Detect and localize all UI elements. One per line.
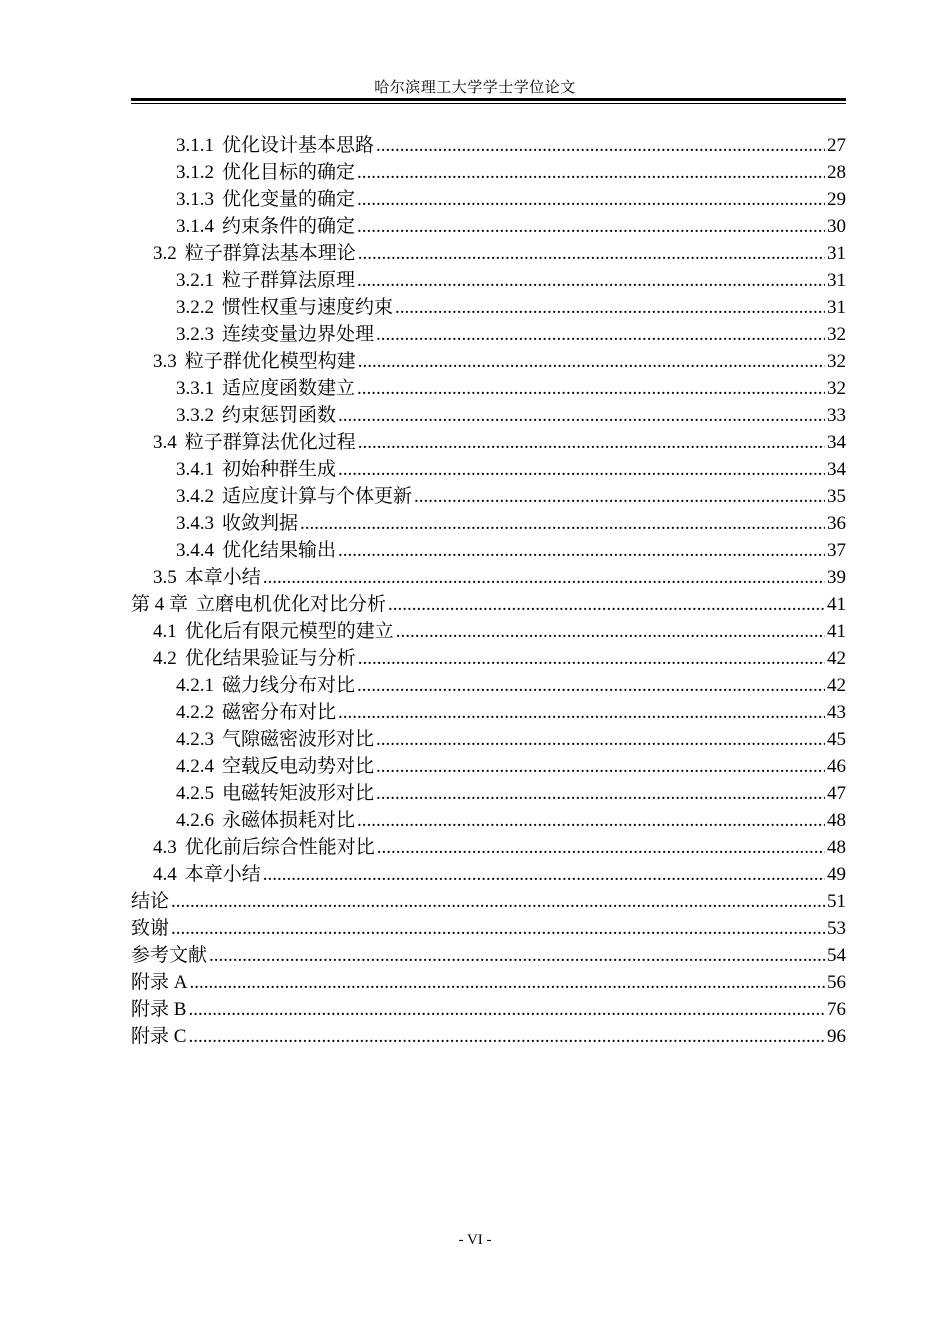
toc-entry-page: 48 [827, 810, 846, 831]
toc-entry-number: 3.4.4 [176, 540, 214, 561]
toc-entry-page: 33 [827, 405, 846, 426]
toc-entry-page: 36 [827, 513, 846, 534]
toc-entry-title: 永磁体损耗对比 [222, 810, 356, 831]
toc-entry[interactable] [131, 429, 846, 456]
toc-entry-page: 53 [827, 918, 846, 939]
toc-entry-number: 4.2.4 [176, 756, 214, 777]
toc-dot-leader [396, 618, 825, 645]
toc-dot-leader [263, 861, 825, 888]
toc-entry[interactable] [131, 564, 846, 591]
toc-entry-page: 39 [827, 567, 846, 588]
toc-entry-page: 34 [827, 432, 846, 453]
toc-entry-number: 4.4 [153, 864, 177, 885]
toc-dot-leader [338, 537, 825, 564]
toc-entry[interactable] [131, 753, 846, 780]
toc-entry-number: 3.2.1 [176, 270, 214, 291]
toc-entry-title: 约束惩罚函数 [222, 405, 337, 426]
toc-dot-leader [263, 564, 825, 591]
toc-entry-page: 49 [827, 864, 846, 885]
toc-dot-leader [209, 942, 825, 969]
toc-entry[interactable] [131, 591, 846, 618]
toc-entry[interactable] [131, 915, 846, 942]
toc-entry-title: 结论 [131, 891, 170, 912]
toc-entry-number: 3.5 [153, 567, 177, 588]
toc-entry-page: 56 [827, 972, 846, 993]
toc-entry[interactable] [131, 726, 846, 753]
toc-dot-leader [376, 321, 825, 348]
toc-entry-page: 35 [827, 486, 846, 507]
toc-entry-page: 42 [827, 648, 846, 669]
toc-entry-number: 3.2.3 [176, 324, 214, 345]
toc-entry-page: 51 [827, 891, 846, 912]
toc-entry-title: 粒子群算法基本理论 [184, 243, 356, 264]
page-header-title: 哈尔滨理工大学学士学位论文 [374, 80, 576, 96]
toc-entry-title: 优化设计基本思路 [222, 135, 375, 156]
toc-entry-title: 连续变量边界处理 [222, 324, 375, 345]
toc-entry[interactable] [131, 645, 846, 672]
toc-entry-number: 4.3 [153, 837, 177, 858]
toc-entry[interactable] [131, 159, 846, 186]
toc-entry[interactable] [131, 402, 846, 429]
toc-entry-title: 粒子群算法原理 [222, 270, 356, 291]
toc-entry[interactable] [131, 294, 846, 321]
toc-entry-page: 46 [827, 756, 846, 777]
toc-dot-leader [376, 726, 825, 753]
toc-entry-page: 27 [827, 135, 846, 156]
toc-dot-leader [171, 888, 825, 915]
toc-entry-title: 收敛判据 [222, 513, 299, 534]
toc-entry-title: 优化变量的确定 [222, 189, 356, 210]
toc-entry[interactable] [131, 1023, 846, 1050]
toc-entry-page: 45 [827, 729, 846, 750]
toc-entry[interactable] [131, 888, 846, 915]
toc-entry-number: 3.1.1 [176, 135, 214, 156]
toc-entry-page: 34 [827, 459, 846, 480]
toc-entry-number: 第 4 章 [131, 594, 189, 615]
toc-entry[interactable] [131, 267, 846, 294]
toc-entry-page: 41 [827, 621, 846, 642]
toc-dot-leader [358, 645, 825, 672]
toc-entry-number: 4.2.3 [176, 729, 214, 750]
toc-entry-number: 4.2.2 [176, 702, 214, 723]
toc-entry-title: 气隙磁密波形对比 [222, 729, 375, 750]
toc-entry-number: 4.2.5 [176, 783, 214, 804]
toc-entry-title: 磁密分布对比 [222, 702, 337, 723]
toc-dot-leader [300, 510, 825, 537]
toc-entry[interactable] [131, 213, 846, 240]
toc-dot-leader [189, 969, 825, 996]
toc-entry-number: 3.2 [153, 243, 177, 264]
toc-entry-number: 3.4 [153, 432, 177, 453]
toc-entry-title: 粒子群算法优化过程 [184, 432, 356, 453]
toc-entry-page: 42 [827, 675, 846, 696]
toc-entry-page: 41 [827, 594, 846, 615]
toc-entry-page: 32 [827, 351, 846, 372]
toc-dot-leader [388, 591, 825, 618]
toc-entry-number: 3.1.4 [176, 216, 214, 237]
toc-entry[interactable] [131, 132, 846, 159]
toc-dot-leader [338, 699, 825, 726]
toc-dot-leader [376, 780, 825, 807]
toc-entry-title: 本章小结 [184, 864, 261, 885]
toc-entry-title: 初始种群生成 [222, 459, 337, 480]
header-rule-thick [131, 98, 846, 101]
toc-entry-number: 3.4.2 [176, 486, 214, 507]
toc-entry-number: 3.1.2 [176, 162, 214, 183]
toc-entry-page: 47 [827, 783, 846, 804]
toc-entry-number: 3.1.3 [176, 189, 214, 210]
toc-entry-title: 约束条件的确定 [222, 216, 356, 237]
toc-entry-page: 32 [827, 378, 846, 399]
toc-entry-page: 37 [827, 540, 846, 561]
toc-entry-title: 优化目标的确定 [222, 162, 356, 183]
toc-dot-leader [358, 240, 825, 267]
toc-entry-page: 76 [827, 999, 846, 1020]
toc-entry[interactable] [131, 807, 846, 834]
toc-entry-title: 电磁转矩波形对比 [222, 783, 375, 804]
toc-dot-leader [338, 456, 825, 483]
toc-entry-title: 本章小结 [184, 567, 261, 588]
toc-dot-leader [357, 186, 825, 213]
toc-dot-leader [357, 213, 825, 240]
toc-entry-title: 附录 B [131, 999, 187, 1020]
toc-entry-title: 附录 A [131, 972, 188, 993]
toc-entry-title: 磁力线分布对比 [222, 675, 356, 696]
toc-entry[interactable] [131, 321, 846, 348]
toc-entry[interactable] [131, 510, 846, 537]
toc-dot-leader [414, 483, 825, 510]
toc-dot-leader [376, 753, 825, 780]
toc-entry-title: 空载反电动势对比 [222, 756, 375, 777]
toc-entry-title: 附录 C [131, 1026, 187, 1047]
toc-entry-title: 粒子群优化模型构建 [184, 351, 356, 372]
toc-entry-page: 31 [827, 243, 846, 264]
toc-entry-title: 适应度函数建立 [222, 378, 356, 399]
toc-entry[interactable] [131, 186, 846, 213]
toc-entry[interactable] [131, 456, 846, 483]
toc-entry-title: 致谢 [131, 918, 170, 939]
toc-entry[interactable] [131, 240, 846, 267]
toc-dot-leader [377, 834, 825, 861]
toc-entry-title: 适应度计算与个体更新 [222, 486, 413, 507]
toc-entry-number: 3.3.2 [176, 405, 214, 426]
page-number: - VI - [458, 1232, 492, 1248]
toc-entry[interactable] [131, 699, 846, 726]
toc-dot-leader [188, 996, 825, 1023]
toc-entry-page: 54 [827, 945, 846, 966]
toc-entry-number: 3.4.1 [176, 459, 214, 480]
toc-entry-number: 4.2.1 [176, 675, 214, 696]
toc-dot-leader [395, 294, 825, 321]
toc-entry-page: 31 [827, 270, 846, 291]
toc-entry-page: 96 [827, 1026, 846, 1047]
header-rule-thin [131, 103, 846, 104]
toc-dot-leader [357, 672, 825, 699]
toc-entry[interactable] [131, 348, 846, 375]
table-of-contents [131, 132, 846, 1050]
toc-dot-leader [338, 402, 825, 429]
toc-entry[interactable] [131, 780, 846, 807]
toc-entry[interactable] [131, 861, 846, 888]
toc-entry-page: 32 [827, 324, 846, 345]
toc-entry-number: 4.2.6 [176, 810, 214, 831]
toc-entry-title: 优化后有限元模型的建立 [184, 621, 394, 642]
toc-entry[interactable] [131, 537, 846, 564]
toc-dot-leader [358, 429, 825, 456]
toc-entry[interactable] [131, 834, 846, 861]
toc-entry[interactable] [131, 375, 846, 402]
toc-entry-number: 4.2 [153, 648, 177, 669]
toc-entry[interactable] [131, 618, 846, 645]
toc-entry-number: 3.3.1 [176, 378, 214, 399]
toc-entry-number: 3.4.3 [176, 513, 214, 534]
toc-entry-page: 28 [827, 162, 846, 183]
toc-entry-title: 优化前后综合性能对比 [184, 837, 375, 858]
toc-entry-title: 惯性权重与速度约束 [222, 297, 394, 318]
toc-dot-leader [188, 1023, 825, 1050]
toc-entry-page: 29 [827, 189, 846, 210]
toc-entry[interactable] [131, 672, 846, 699]
toc-entry-title: 立磨电机优化对比分析 [196, 594, 387, 615]
toc-entry-page: 30 [827, 216, 846, 237]
toc-dot-leader [357, 267, 825, 294]
toc-entry-title: 参考文献 [131, 945, 208, 966]
toc-entry-page: 43 [827, 702, 846, 723]
toc-entry[interactable] [131, 483, 846, 510]
toc-dot-leader [358, 348, 825, 375]
toc-entry-title: 优化结果输出 [222, 540, 337, 561]
toc-dot-leader [376, 132, 825, 159]
toc-entry[interactable] [131, 969, 846, 996]
toc-entry[interactable] [131, 942, 846, 969]
toc-dot-leader [357, 375, 825, 402]
toc-entry-page: 31 [827, 297, 846, 318]
toc-entry-number: 3.3 [153, 351, 177, 372]
toc-entry-page: 48 [827, 837, 846, 858]
toc-entry[interactable] [131, 996, 846, 1023]
toc-dot-leader [171, 915, 825, 942]
toc-dot-leader [357, 159, 825, 186]
toc-entry-title: 优化结果验证与分析 [184, 648, 356, 669]
toc-entry-number: 3.2.2 [176, 297, 214, 318]
toc-entry-number: 4.1 [153, 621, 177, 642]
toc-dot-leader [357, 807, 825, 834]
